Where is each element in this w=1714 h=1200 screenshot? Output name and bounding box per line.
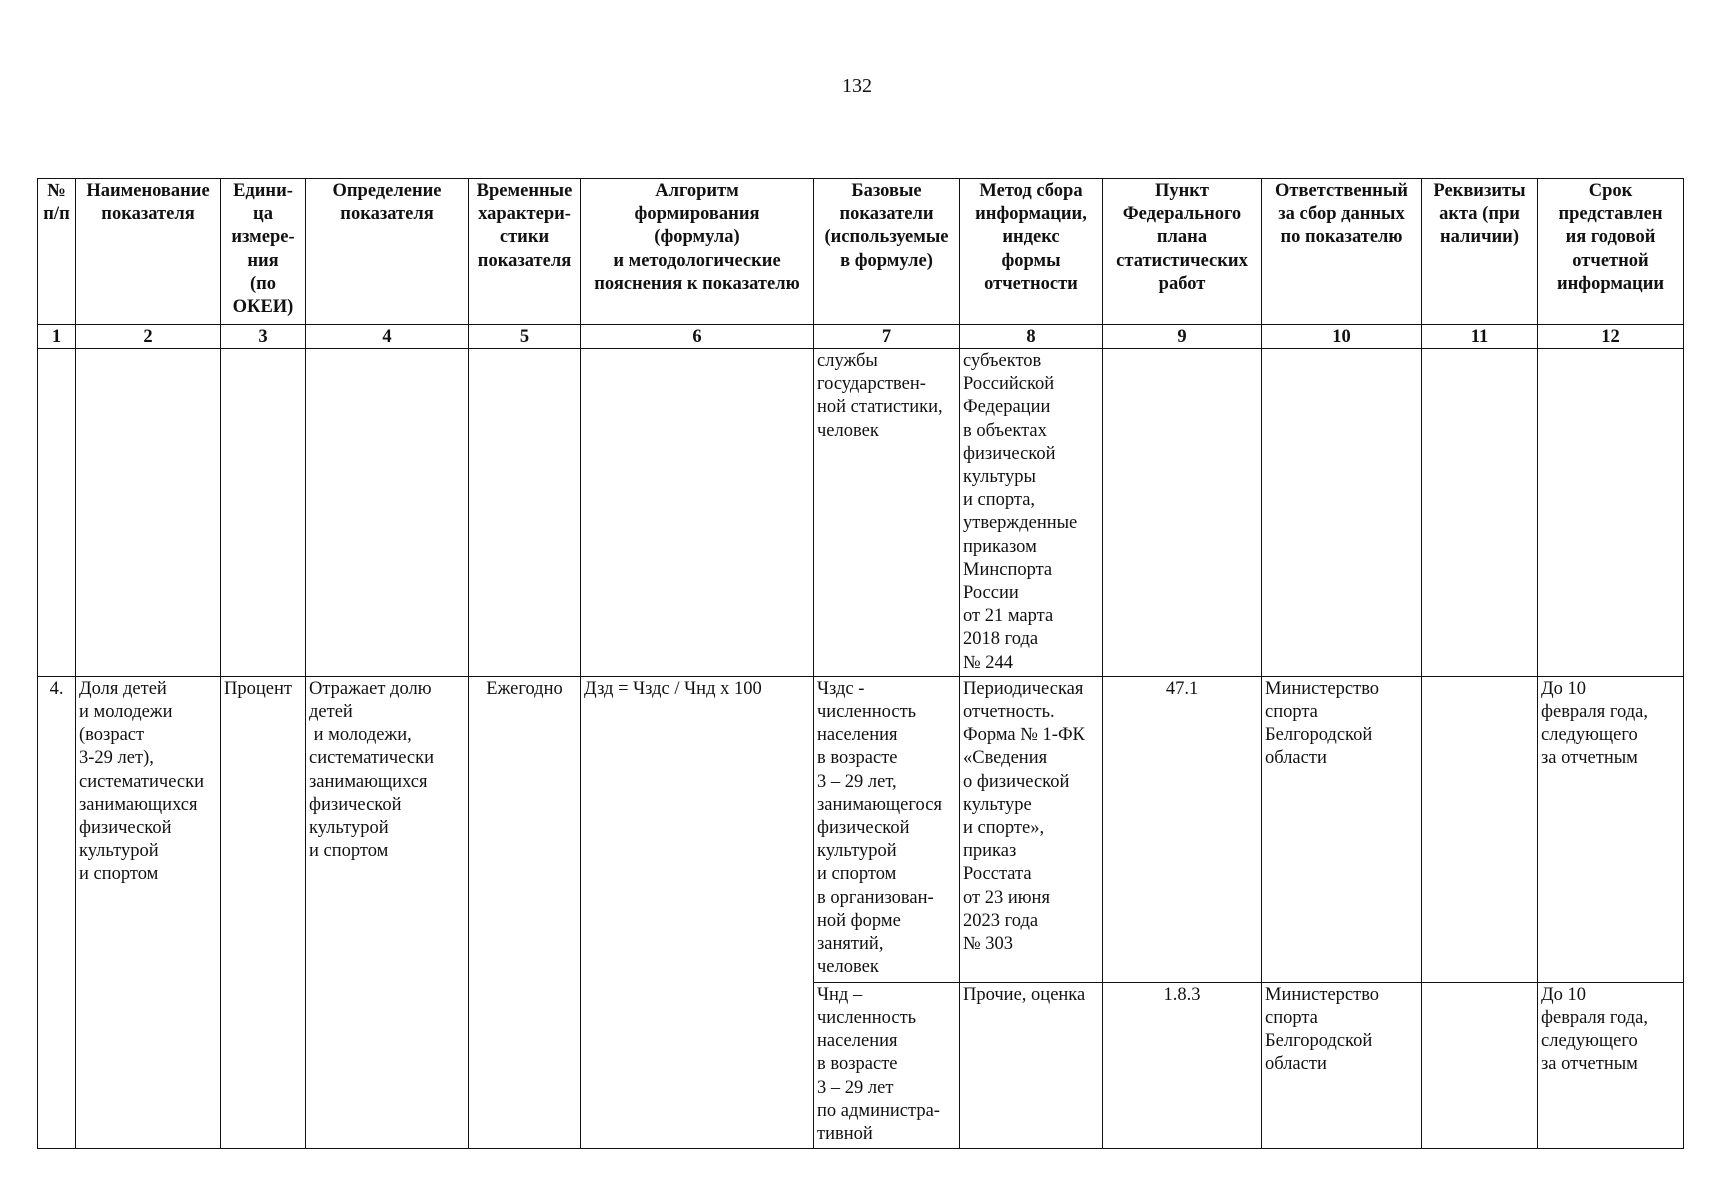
- header-cell-name: Наименование показателя: [76, 179, 221, 325]
- column-number-cell: 8: [960, 325, 1103, 349]
- unit-cell: Процент: [221, 676, 306, 1148]
- act-cell: [1422, 982, 1538, 1148]
- header-cell-act: Реквизиты акта (при наличии): [1422, 179, 1538, 325]
- column-number-cell: 11: [1422, 325, 1538, 349]
- method-cell: субъектов Российской Федерации в объектах физической культуры и спорта, утвержденные приказом Минспорта России от 21 марта 2018 года № 244: [960, 349, 1103, 677]
- column-number-cell: 7: [814, 325, 960, 349]
- column-number-row: [38, 325, 1684, 349]
- empty-cell: [1262, 349, 1422, 677]
- act-cell: [1422, 676, 1538, 982]
- page-number: 132: [842, 75, 872, 97]
- header-cell-number: № п/п: [38, 179, 76, 325]
- table-row-continuation: [38, 349, 1684, 677]
- deadline-cell: До 10 февраля года, следующего за отчетным: [1538, 676, 1684, 982]
- header-cell-method: Метод сбора информации, индекс формы отчетности: [960, 179, 1103, 325]
- base-indicator-cell: Чздс - численность населения в возрасте 3 – 29 лет, занимающегося физической культурой и спортом в организован- ной форме занятий, человек: [814, 676, 960, 982]
- base-indicator-cell: Чнд – численность населения в возрасте 3 – 29 лет по администра- тивной: [814, 982, 960, 1148]
- header-cell-plan-item: Пункт Федерального плана статистических работ: [1103, 179, 1262, 325]
- empty-cell: [306, 349, 469, 677]
- definition-cell: Отражает долю детей и молодежи, систематически занимающихся физической культурой и спортом: [306, 676, 469, 1148]
- responsible-cell: Министерство спорта Белгородской области: [1262, 982, 1422, 1148]
- column-number-cell: 12: [1538, 325, 1684, 349]
- column-number-cell: 9: [1103, 325, 1262, 349]
- empty-cell: [1538, 349, 1684, 677]
- empty-cell: [221, 349, 306, 677]
- plan-item-cell: 47.1: [1103, 676, 1262, 982]
- indicator-name-cell: Доля детей и молодежи (возраст 3-29 лет), систематически занимающихся физической культурой и спортом: [76, 676, 221, 1148]
- empty-cell: [1422, 349, 1538, 677]
- header-cell-algorithm: Алгоритм формирования (формула) и методологические пояснения к показателю: [581, 179, 814, 325]
- header-cell-base: Базовые показатели (используемые в формуле): [814, 179, 960, 325]
- table-row-indicator-4: [38, 676, 1684, 982]
- header-cell-definition: Определение показателя: [306, 179, 469, 325]
- empty-cell: [1103, 349, 1262, 677]
- column-number-cell: 5: [469, 325, 581, 349]
- responsible-cell: Министерство спорта Белгородской области: [1262, 676, 1422, 982]
- row-number-cell: 4.: [38, 676, 76, 1148]
- column-number-cell: 10: [1262, 325, 1422, 349]
- empty-cell: [76, 349, 221, 677]
- empty-cell: [581, 349, 814, 677]
- header-cell-unit: Едини- ца измере- ния (по ОКЕИ): [221, 179, 306, 325]
- column-number-cell: 3: [221, 325, 306, 349]
- column-number-cell: 1: [38, 325, 76, 349]
- empty-cell: [38, 349, 76, 677]
- header-cell-deadline: Срок представлен ия годовой отчетной информации: [1538, 179, 1684, 325]
- method-cell: Прочие, оценка: [960, 982, 1103, 1148]
- table-header-row: [38, 179, 1684, 325]
- column-number-cell: 2: [76, 325, 221, 349]
- base-indicator-cell: службы государствен- ной статистики, человек: [814, 349, 960, 677]
- algorithm-cell: Дзд = Чздс / Чнд х 100: [581, 676, 814, 1148]
- indicator-table: [37, 178, 1684, 1149]
- empty-cell: [469, 349, 581, 677]
- method-cell: Периодическая отчетность. Форма № 1-ФК «Сведения о физической культуре и спорте», приказ Росстата от 23 июня 2023 года № 303: [960, 676, 1103, 982]
- column-number-cell: 4: [306, 325, 469, 349]
- header-cell-time: Временные характери- стики показателя: [469, 179, 581, 325]
- plan-item-cell: 1.8.3: [1103, 982, 1262, 1148]
- time-characteristic-cell: Ежегодно: [469, 676, 581, 1148]
- deadline-cell: До 10 февраля года, следующего за отчетным: [1538, 982, 1684, 1148]
- column-number-cell: 6: [581, 325, 814, 349]
- header-cell-responsible: Ответственный за сбор данных по показателю: [1262, 179, 1422, 325]
